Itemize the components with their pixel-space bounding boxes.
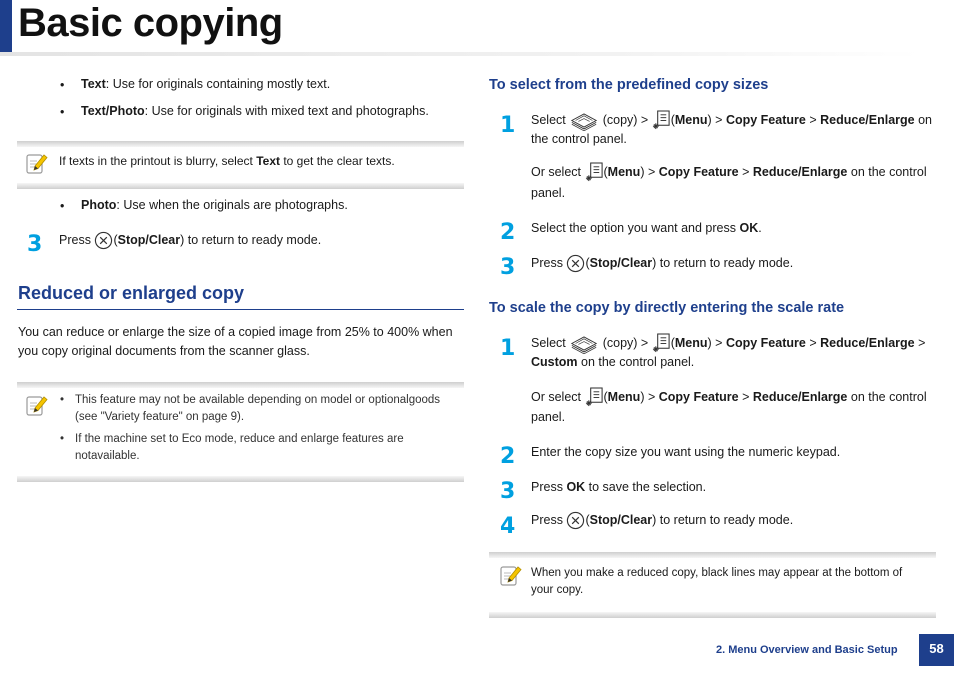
section-body: You can reduce or enlarge the size of a copied image from 25% to 400% when you copy original documents from the scanner glass.: [18, 325, 453, 358]
bullet-dot: •: [60, 105, 65, 119]
step-text-alt: Or select (Menu) > Copy Feature > Reduce/Enlarge on the control: [531, 387, 941, 408]
menu-icon: [585, 387, 604, 408]
subsection-heading: To select from the predefined copy sizes: [489, 77, 769, 93]
step-text: Select (copy) > (Menu) > Copy Feature > Reduce/Enlarge on: [531, 110, 941, 131]
page-number: 58: [919, 634, 954, 666]
bullet-dot: •: [60, 78, 65, 92]
footer-section-link[interactable]: 2. Menu Overview and Basic Setup: [716, 644, 898, 656]
memo-pencil-icon: [24, 152, 48, 176]
bullet-photo: Photo: Use when the originals are photographs.: [81, 198, 348, 212]
note-box: [489, 552, 936, 618]
bullet-text-photo-option: [81, 102, 429, 121]
step-number: 1: [500, 113, 516, 138]
step-text-cont: panel.: [531, 186, 566, 200]
step-text: Select (copy) > (Menu) > Copy Feature > Reduce/Enlarge >: [531, 333, 941, 354]
menu-icon: [652, 110, 671, 131]
step-number: 3: [500, 479, 516, 504]
step-number: 2: [500, 220, 516, 245]
step-text-cont: panel.: [531, 410, 566, 424]
step-number: 1: [500, 336, 516, 361]
step-text: Press (Stop/Clear) to return to ready mode.: [59, 231, 321, 250]
step-text: Press (Stop/Clear) to return to ready mode.: [531, 254, 793, 273]
stop-clear-icon: [566, 254, 585, 273]
note-item: If the machine set to Eco mode, reduce and enlarge features are notavailable.: [75, 433, 404, 462]
copy-icon: [569, 110, 599, 131]
note-text: When you make a reduced copy, black lines may appear at the bottom of your copy.: [531, 567, 903, 596]
stop-clear-icon: [566, 511, 585, 530]
memo-pencil-icon: [24, 394, 48, 418]
option-desc: : Use for originals with mixed text and photographs.: [144, 104, 429, 118]
step-text-alt: Or select (Menu) > Copy Feature > Reduce/Enlarge on the control: [531, 162, 941, 183]
note-box: [17, 141, 464, 189]
title-rule: [0, 52, 920, 56]
stop-clear-icon: [94, 231, 113, 250]
heading-rule: [17, 309, 464, 310]
step-text-cont: the control panel.: [531, 132, 627, 146]
title-accent-bar: [0, 0, 12, 52]
section-heading: Reduced or enlarged copy: [18, 283, 245, 303]
note-box: • This feature may not be available depending on model or optionalgoods (see "Variety feature" on page 9). • If the machine set to Eco mode, reduce and enlarge features are notavailable.: [17, 382, 464, 482]
step-text: Press OK to save the selection.: [531, 480, 707, 494]
option-name: Text: [81, 77, 106, 91]
menu-icon: [652, 333, 671, 354]
step-number: 4: [500, 514, 516, 539]
step-number: 3: [27, 232, 43, 257]
subsection-heading: To scale the copy by directly entering the scale rate: [489, 300, 845, 316]
step-text: Select the option you want and press OK.: [531, 221, 762, 235]
bullet-text-option: [81, 75, 330, 94]
copy-icon: [569, 333, 599, 354]
step-number: 2: [500, 444, 516, 469]
page-title: Basic copying: [18, 1, 283, 45]
step-text-cont: Custom on the control panel.: [531, 355, 695, 369]
step-number: 3: [500, 255, 516, 280]
memo-pencil-icon: [498, 564, 522, 588]
option-desc: : Use for originals containing mostly text.: [105, 77, 331, 91]
step-text: Enter the copy size you want using the numeric keypad.: [531, 445, 841, 459]
note-text: If texts in the printout is blurry, select Text to get the clear texts.: [59, 154, 395, 168]
bullet-dot: •: [60, 199, 65, 213]
step-text: Press (Stop/Clear) to return to ready mode.: [531, 511, 793, 530]
option-name: Text/Photo: [81, 104, 145, 118]
note-item: This feature may not be available depending on model or optionalgoods (see "Variety feature" on page 9).: [75, 394, 441, 423]
menu-icon: [585, 162, 604, 183]
